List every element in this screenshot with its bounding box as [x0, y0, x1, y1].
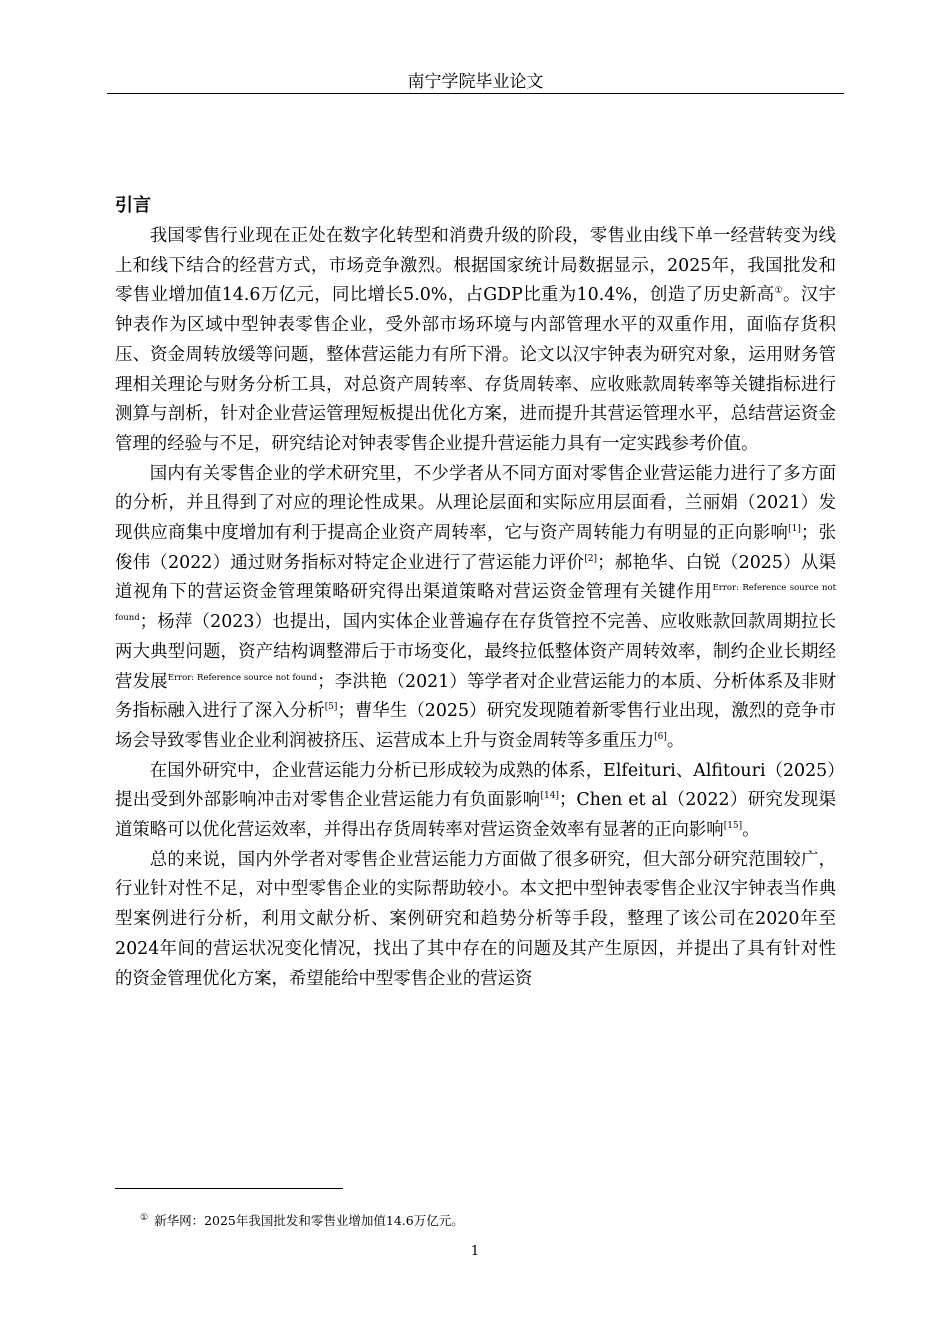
paragraph-1	[115, 222, 836, 460]
paragraph-4	[115, 846, 836, 995]
paragraph-text: 。	[666, 730, 685, 751]
citation: [5]	[324, 702, 338, 713]
paragraph-2	[115, 460, 836, 757]
page-number	[0, 1243, 950, 1261]
paragraph-text: ；Chen et al（2022）研究发现渠道策略可以优化营运效率，并得出存货周转率对营运资金效率有显著的正向影响	[115, 790, 836, 841]
footnote-divider	[115, 1188, 343, 1189]
footnote	[140, 1209, 464, 1230]
citation-error: Error: Reference source not found	[115, 583, 836, 624]
paragraph-3	[115, 757, 836, 846]
paragraph-text: 总的来说，国内外学者对零售企业营运能力方面做了很多研究，但大部分研究范围较广，行业针对性不足，对中型零售企业的实际帮助较小。本文把中型钟表零售企业汉宇钟表当作典型案例进行分析，利用文献分析、案例研究和趋势分析等手段，整理了该公司在2020年至2024年间的营运状况变化情况，找出了其中存在的问题及其产生原因，并提出了具有针对性的资金管理优化方案，希望能给中型零售企业的营运资	[115, 849, 836, 989]
body-text	[115, 222, 836, 994]
citation: [6]	[654, 731, 667, 742]
paragraph-text: 。汉宇钟表作为区域中型钟表零售企业，受外部市场环境与内部管理水平的双重作用，面临存货积压、资金周转放缓等问题，整体营运能力有所下滑。论文以汉宇钟表为研究对象，运用财务管理相关理论与财务分析工具，对总资产周转率、存货周转率、应收账款周转率等关键指标进行测算与剖析，针对企业营运管理短板提出优化方案，进而提升其营运管理水平，总结营运资金管理的经验与不足，研究结论对钟表零售企业提升营运能力具有一定实践参考价值。	[115, 285, 836, 454]
paragraph-text: 在国外研究中，企业营运能力分析已形成较为成熟的体系，Elfeituri、Alfitouri（2025）提出受到外部影响冲击对零售企业营运能力有负面影响	[115, 760, 836, 811]
footnote-mark: ①	[140, 1213, 149, 1223]
citation: [2]	[584, 553, 598, 564]
paragraph-text: ；李洪艳（2021）等学者对企业营运能力的本质、分析体系及非财务指标融入进行了深入分析	[115, 671, 836, 722]
header-divider	[107, 93, 844, 94]
paragraph-text: ；张俊伟（2022）通过财务指标对特定企业进行了营运能力评价	[115, 523, 836, 573]
paragraph-text: 。	[742, 820, 760, 841]
citation: [1]	[788, 524, 801, 535]
paragraph-text: ；杨萍（2023）也提出，国内实体企业普遍存在存货管控不完善、应收账款回款周期拉长两大典型问题，资产结构调整滞后于市场变化，最终拉低整体资产周转效率，制约企业长期经营发展	[115, 612, 836, 692]
footnote-text: 新华网：2025年我国批发和零售业增加值14.6万亿元。	[154, 1213, 464, 1228]
citation-error: Error: Reference source not found	[167, 672, 318, 683]
running-header-title: 南宁学院毕业论文	[407, 72, 544, 92]
footnote-reference: ①	[774, 286, 783, 297]
citation: [14]	[540, 791, 559, 802]
section-heading: 引言	[115, 195, 151, 216]
paragraph-text: 国内有关零售企业的学术研究里，不少学者从不同方面对零售企业营运能力进行了多方面的分析，并且得到了对应的理论性成果。从理论层面和实际应用层面看，兰丽娟（2021）发现供应商集中度增加有利于提高企业资产周转率，它与资产周转能力有明显的正向影响	[115, 463, 836, 544]
page-number-text: 1	[470, 1244, 480, 1259]
paragraph-text: ；曹华生（2025）研究发现随着新零售行业出现，激烈的竞争市场会导致零售业企业利润被挤压、运营成本上升与资金周转等多重压力	[115, 701, 836, 751]
paragraph-text: ；郝艳华、白锐（2025）从渠道视角下的营运资金管理策略研究得出渠道策略对营运资金管理有关键作用	[115, 552, 836, 603]
paragraph-text: 我国零售行业现在正处在数字化转型和消费升级的阶段，零售业由线下单一经营转变为线上和线下结合的经营方式，市场竞争激烈。根据国家统计局数据显示，2025年，我国批发和零售业增加值14.6万亿元，同比增长5.0%，占GDP比重为10.4%，创造了历史新高	[115, 226, 836, 306]
citation: [15]	[723, 821, 743, 832]
